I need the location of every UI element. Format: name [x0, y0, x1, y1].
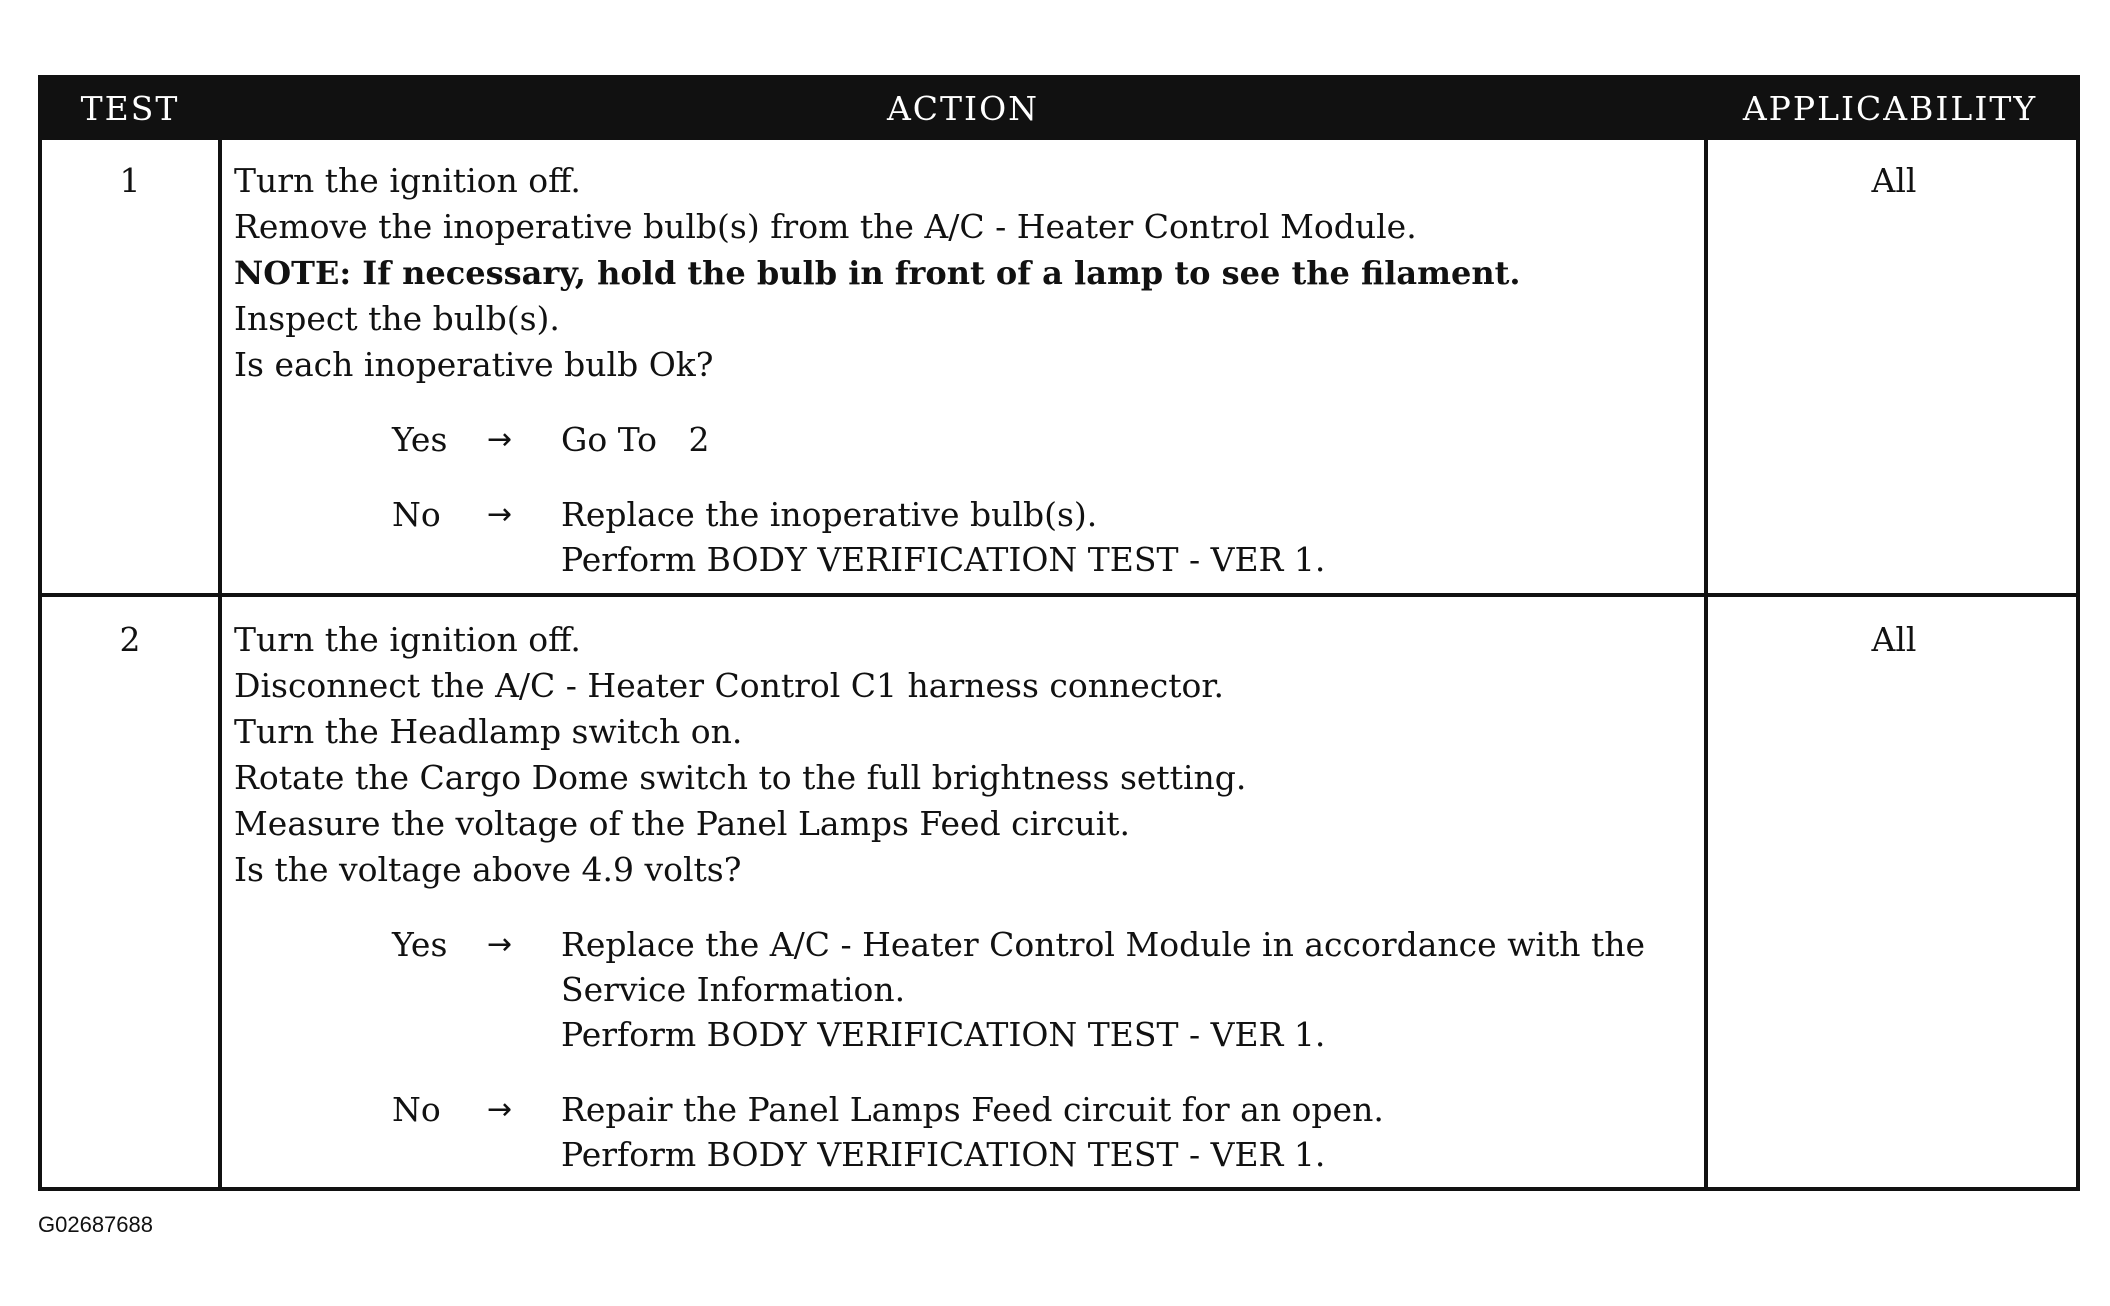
step-1-no-arrow: →: [487, 497, 513, 532]
step-1-no-label: No: [392, 495, 441, 534]
column-divider-applicability: [1704, 140, 1708, 1191]
step-2-line-3: Turn the Headlamp switch on.: [234, 712, 743, 751]
step-1-yes-result: Go To 2: [561, 420, 710, 459]
step-2-question: Is the voltage above 4.9 volts?: [234, 850, 742, 889]
header-applicability: APPLICABILITY: [1742, 89, 2038, 128]
step-2-yes-result-3: Perform BODY VERIFICATION TEST - VER 1.: [561, 1015, 1326, 1054]
column-divider-test: [218, 140, 222, 1191]
header-test: TEST: [80, 89, 180, 128]
step-1-line-4: Inspect the bulb(s).: [234, 299, 560, 338]
step-1-question: Is each inoperative bulb Ok?: [234, 345, 714, 384]
step-2-no-result-1: Repair the Panel Lamps Feed circuit for an open.: [561, 1090, 1384, 1129]
diagnostic-test-table: [38, 75, 2080, 1191]
step-1-note: NOTE: If necessary, hold the bulb in front of a lamp to see the filament.: [234, 254, 1521, 292]
step-1-line-2: Remove the inoperative bulb(s) from the A/C - Heater Control Module.: [234, 207, 1417, 246]
applicability-2: All: [1871, 620, 1917, 659]
row-divider: [42, 593, 2076, 597]
step-2-yes-result-1: Replace the A/C - Heater Control Module in accordance with the: [561, 925, 1646, 964]
step-2-line-5: Measure the voltage of the Panel Lamps Feed circuit.: [234, 804, 1131, 843]
step-2-no-result-2: Perform BODY VERIFICATION TEST - VER 1.: [561, 1135, 1326, 1174]
step-1-yes-label: Yes: [392, 420, 448, 459]
applicability-1: All: [1871, 161, 1917, 200]
step-1-no-result-2: Perform BODY VERIFICATION TEST - VER 1.: [561, 540, 1326, 579]
step-2-no-arrow: →: [487, 1092, 513, 1127]
step-2-yes-label: Yes: [392, 925, 448, 964]
step-2-yes-result-2: Service Information.: [561, 970, 906, 1009]
step-2-no-label: No: [392, 1090, 441, 1129]
test-number-2: 2: [119, 620, 141, 659]
test-number-1: 1: [119, 161, 141, 200]
step-2-line-2: Disconnect the A/C - Heater Control C1 harness connector.: [234, 666, 1224, 705]
header-action: ACTION: [886, 89, 1040, 128]
step-1-yes-arrow: →: [487, 422, 513, 457]
table-header: [42, 79, 2076, 140]
step-1-no-result-1: Replace the inoperative bulb(s).: [561, 495, 1098, 534]
step-2-line-4: Rotate the Cargo Dome switch to the full brightness setting.: [234, 758, 1247, 797]
step-2-yes-arrow: →: [487, 927, 513, 962]
step-1-line-1: Turn the ignition off.: [234, 161, 581, 200]
step-2-line-1: Turn the ignition off.: [234, 620, 581, 659]
figure-id: G02687688: [38, 1212, 153, 1237]
